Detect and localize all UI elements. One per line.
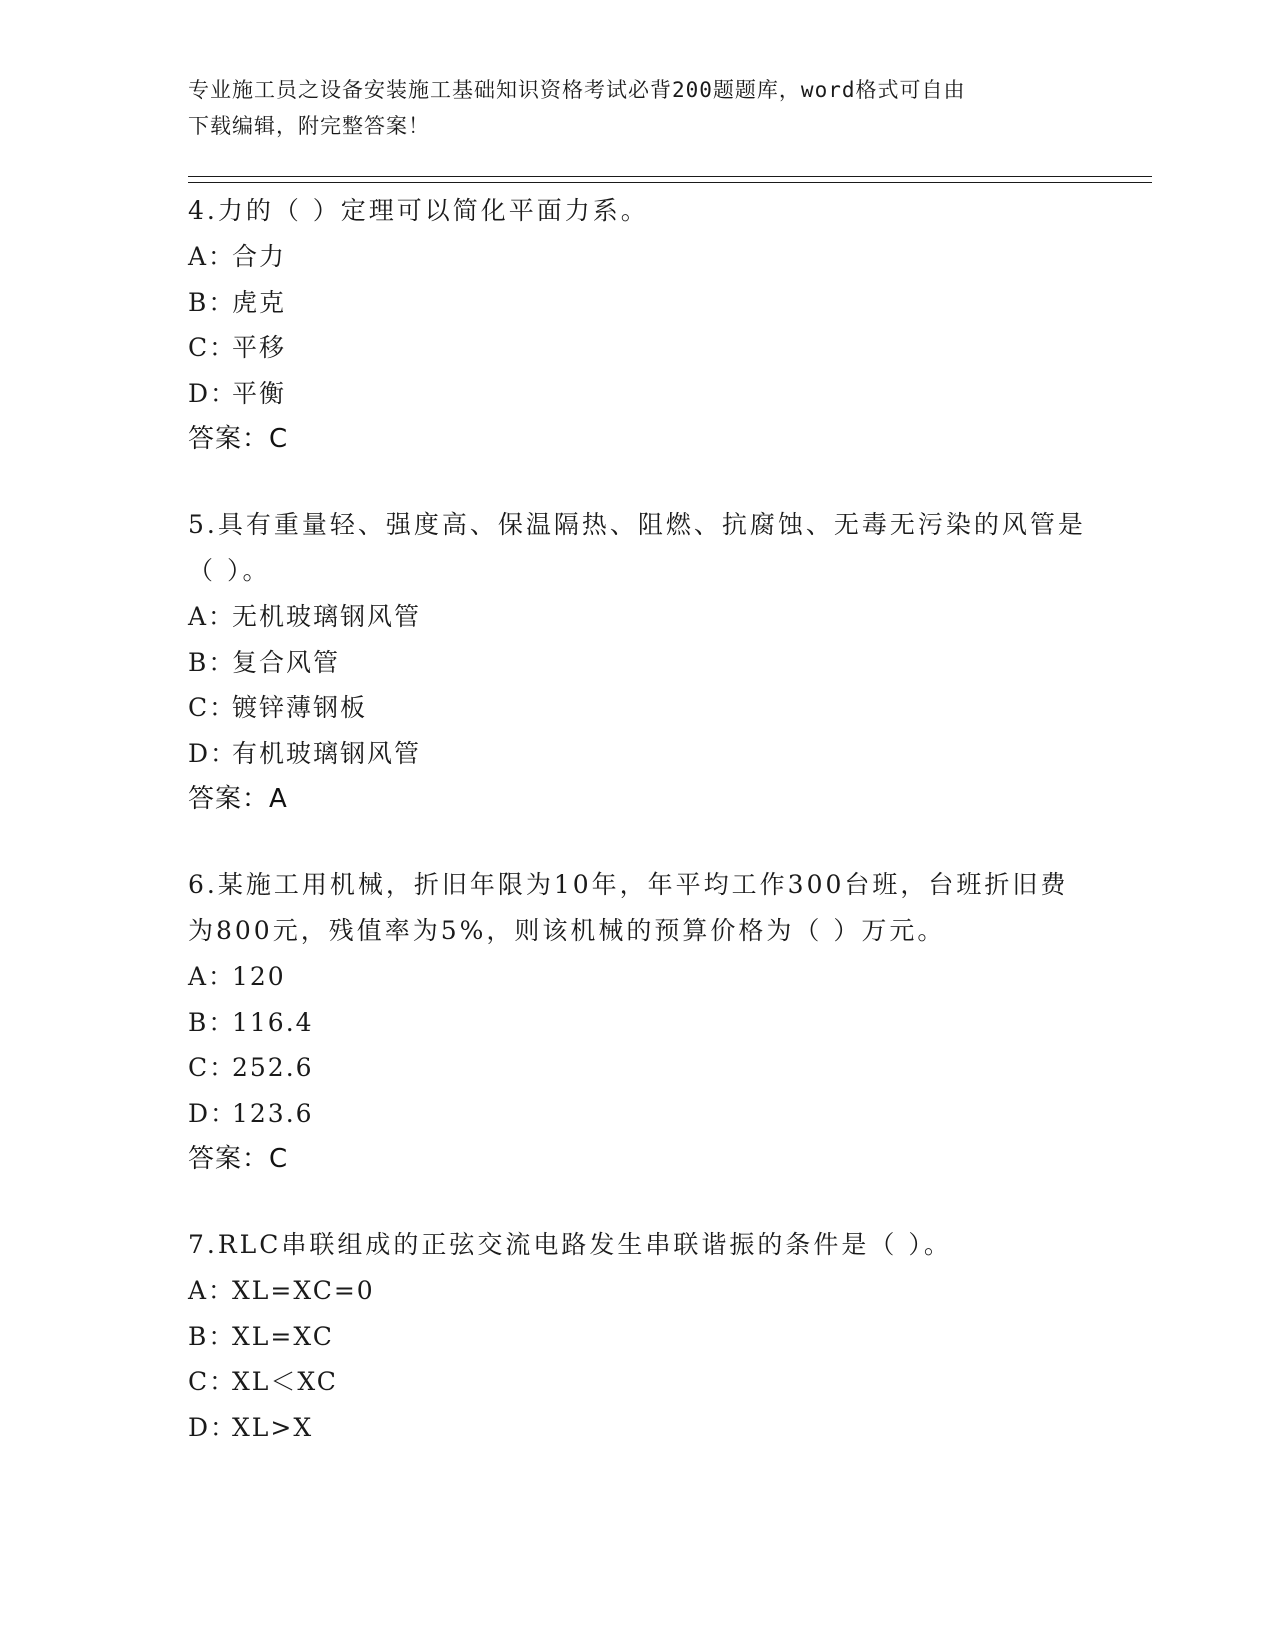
question-stem: 4.力的（ ）定理可以简化平面力系。 — [188, 196, 649, 225]
answer-line: 答案：C — [188, 1144, 289, 1174]
option-text: XL=XC=0 — [232, 1276, 375, 1305]
option-letter: C： — [188, 693, 237, 722]
option-c — [188, 685, 1088, 731]
header-line-1: 专业施工员之设备安装施工基础知识资格考试必背200题题库，word格式可自由 — [188, 78, 966, 102]
option-letter: A： — [188, 242, 236, 271]
option-c — [188, 1045, 1088, 1091]
question-6 — [188, 862, 1088, 1182]
option-text: 有机玻璃钢风管 — [232, 738, 422, 768]
option-letter: B： — [188, 1007, 236, 1037]
answer-line: 答案：C — [188, 424, 289, 454]
question-5 — [188, 502, 1088, 822]
option-text: 252.6 — [232, 1053, 314, 1082]
option-a — [188, 954, 1088, 1000]
question-stem: 7.RLC串联组成的正弦交流电路发生串联谐振的条件是（ ）。 — [188, 1230, 952, 1259]
option-text: XL>X — [232, 1412, 314, 1442]
option-text: 无机玻璃钢风管 — [232, 602, 422, 631]
option-letter: A： — [188, 1276, 236, 1305]
option-a — [188, 1268, 1088, 1314]
document-header — [188, 72, 1088, 144]
option-text: 虎克 — [232, 287, 287, 317]
option-c — [188, 325, 1088, 371]
option-d — [188, 1405, 1088, 1451]
option-letter: B： — [188, 647, 236, 677]
question-4 — [188, 188, 1088, 462]
option-letter: C： — [188, 1367, 237, 1396]
option-letter: D： — [188, 378, 238, 408]
option-text: 116.4 — [232, 1007, 314, 1037]
option-text: 镀锌薄钢板 — [232, 693, 368, 722]
option-text: 120 — [232, 962, 286, 991]
option-letter: A： — [188, 962, 236, 991]
option-text: 合力 — [232, 242, 287, 271]
option-b — [188, 280, 1088, 326]
option-text: 复合风管 — [232, 647, 341, 677]
option-a — [188, 234, 1088, 280]
option-d — [188, 371, 1088, 417]
option-c — [188, 1359, 1088, 1405]
option-b — [188, 640, 1088, 686]
option-text: 平移 — [232, 333, 287, 362]
option-d — [188, 1091, 1088, 1137]
option-text: 123.6 — [232, 1098, 314, 1128]
option-letter: B： — [188, 287, 236, 317]
option-letter: C： — [188, 1053, 237, 1082]
option-text: XL＜XC — [232, 1367, 338, 1396]
option-letter: D： — [188, 1098, 238, 1128]
option-a — [188, 594, 1088, 640]
option-text: XL=XC — [232, 1321, 334, 1351]
question-list — [188, 188, 1088, 1490]
option-letter: D： — [188, 1412, 238, 1442]
option-b — [188, 1000, 1088, 1046]
option-text: 平衡 — [232, 378, 287, 408]
option-letter: B： — [188, 1321, 236, 1351]
question-stem: 6.某施工用机械，折旧年限为10年，年平均工作300台班，台班折旧费为800元，残值率为5%，则该机械的预算价格为（ ）万元。 — [188, 870, 1069, 945]
option-letter: D： — [188, 738, 238, 768]
option-d — [188, 731, 1088, 777]
option-b — [188, 1314, 1088, 1360]
header-line-2: 下载编辑，附完整答案！ — [188, 114, 430, 138]
question-7 — [188, 1222, 1088, 1450]
option-letter: C： — [188, 333, 237, 362]
header-divider — [188, 176, 1152, 183]
answer-line: 答案：A — [188, 784, 288, 814]
option-letter: A： — [188, 602, 236, 631]
question-stem: 5.具有重量轻、强度高、保温隔热、阻燃、抗腐蚀、无毒无污染的风管是（ ）。 — [188, 510, 1086, 585]
